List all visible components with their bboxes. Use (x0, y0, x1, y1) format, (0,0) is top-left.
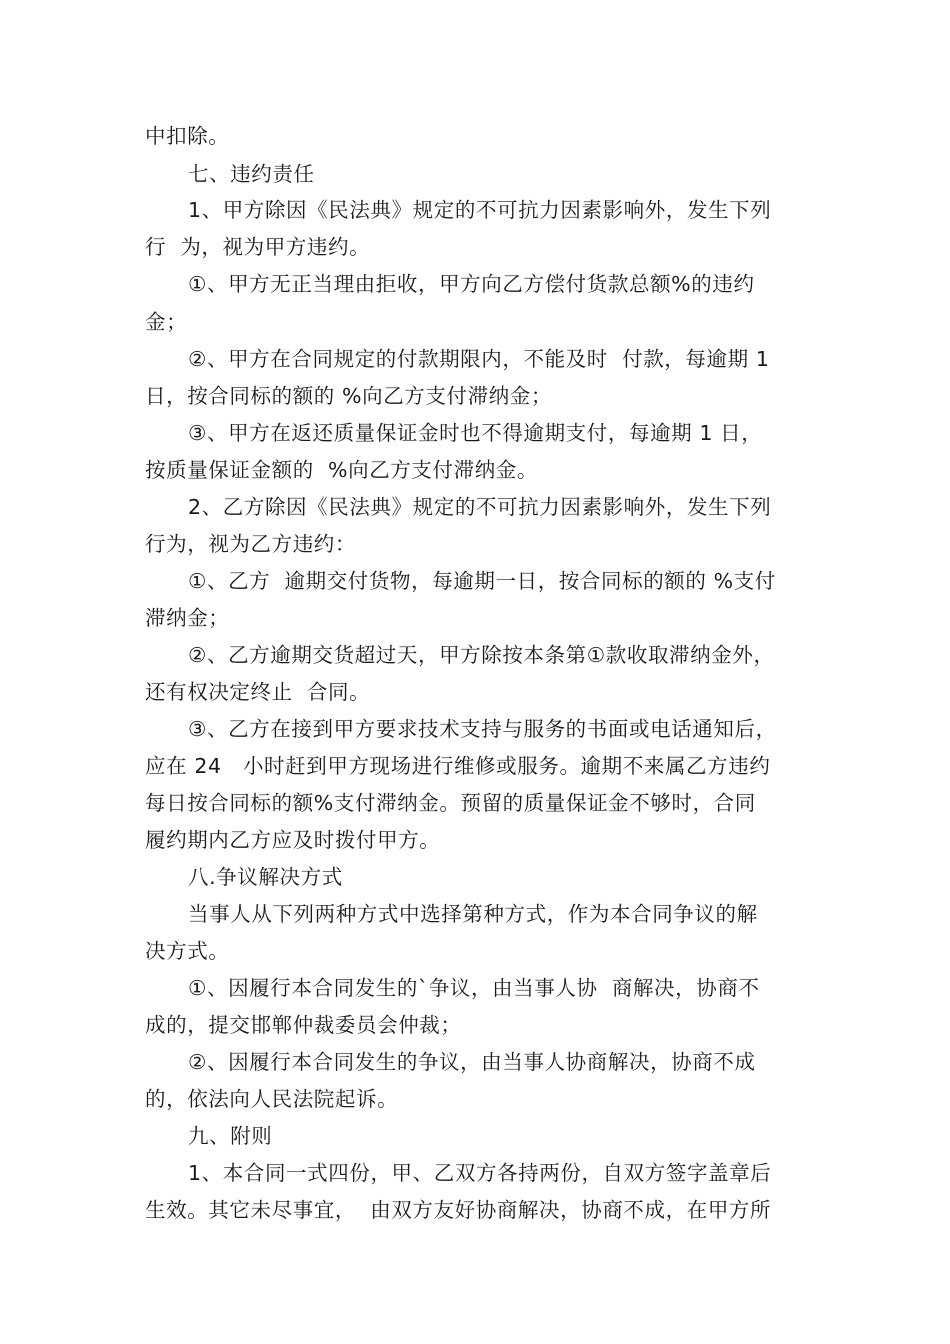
text-line: 决方式。 (145, 939, 230, 963)
text-line: ①、因履行本合同发生的`争议，由当事人协 商解决，协商不 (188, 976, 760, 1000)
text-line: 滞纳金； (145, 606, 230, 630)
text-line: ②、乙方逾期交货超过天，甲方除按本条第①款收取滞纳金外， (188, 643, 775, 667)
text-line: 当事人从下列两种方式中选择第种方式，作为本合同争议的解 (188, 902, 758, 926)
text-line: 1、本合同一式四份，甲、乙双方各持两份，自双方签字盖章后 (188, 1161, 772, 1185)
text-line: 金； (145, 310, 188, 334)
text-line: ①、乙方 逾期交付货物，每逾期一日，按合同标的额的 %支付 (188, 569, 776, 593)
text-line: 按质量保证金额的 %向乙方支付滞纳金。 (145, 458, 539, 482)
text-line: 还有权决定终止 合同。 (145, 680, 371, 704)
text-line: ③、甲方在返还质量保证金时也不得逾期支付，每逾期 1 日， (188, 421, 763, 445)
text-line: 生效。其它未尽事宜， 由双方友好协商解决，协商不成，在甲方所 (145, 1198, 772, 1222)
section-heading: 九、附则 (188, 1124, 273, 1148)
text-line: 行 为，视为甲方违约。 (145, 235, 371, 259)
text-line: 日，按合同标的额的 %向乙方支付滞纳金； (145, 384, 552, 408)
text-line: 成的，提交邯郸仲裁委员会仲裁； (145, 1013, 462, 1037)
text-line: 中扣除。 (145, 124, 230, 148)
text-line: ②、因履行本合同发生的争议，由当事人协商解决，协商不成 (188, 1050, 756, 1074)
text-line: ③、乙方在接到甲方要求技术支持与服务的书面或电话通知后， (188, 717, 777, 741)
text-line: 的，依法向人民法院起诉。 (145, 1087, 399, 1111)
text-line: 1、甲方除因《民法典》规定的不可抗力因素影响外，发生下列 (188, 198, 772, 222)
section-heading: 七、违约责任 (188, 162, 315, 186)
text-line: 履约期内乙方应及时拨付甲方。 (145, 828, 441, 852)
section-heading: 八.争议解决方式 (188, 865, 343, 889)
text-line: 行为，视为乙方违约： (145, 532, 356, 556)
text-line: ②、甲方在合同规定的付款期限内，不能及时 付款，每逾期 1 (188, 347, 770, 371)
text-line: 每日按合同标的额%支付滞纳金。预留的质量保证金不够时，合同 (145, 791, 756, 815)
text-line: 应在 24 小时赶到甲方现场进行维修或服务。逾期不来属乙方违约 (145, 754, 771, 778)
text-line: 2、乙方除因《民法典》规定的不可抗力因素影响外，发生下列 (188, 495, 772, 519)
text-line: ①、甲方无正当理由拒收，甲方向乙方偿付货款总额%的违约 (188, 272, 755, 296)
